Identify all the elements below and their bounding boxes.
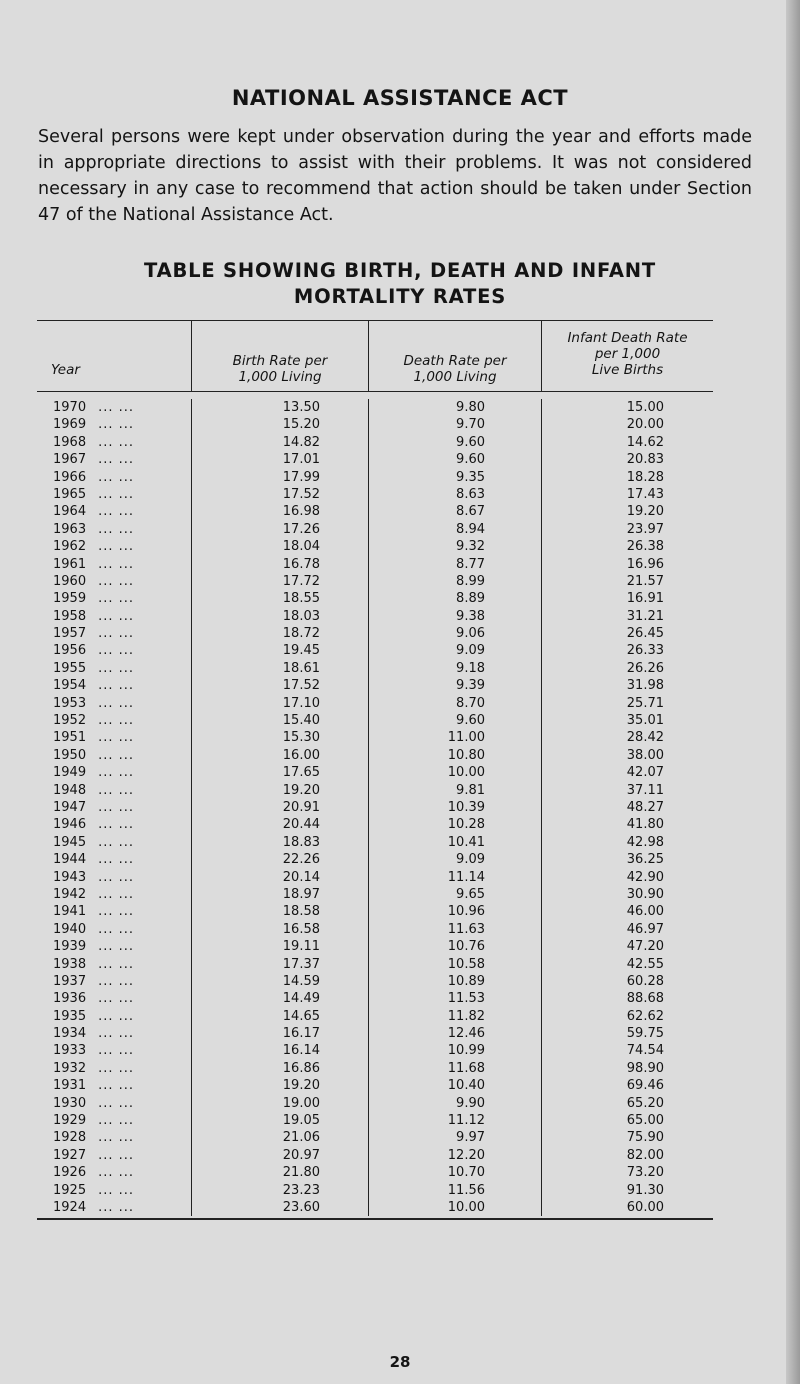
table-row [37, 399, 713, 416]
death-rate-cell: 11.56 [369, 1182, 542, 1199]
table-row [37, 573, 713, 590]
page-heading: NATIONAL ASSISTANCE ACT [231, 86, 569, 110]
death-rate-cell: 10.76 [369, 938, 542, 955]
year-cell: 1942 ... ... [37, 886, 192, 903]
infant-rate-cell: 14.62 [626, 434, 664, 450]
infant-rate-cell: 17.43 [626, 486, 664, 502]
death-rate-cell: 8.99 [369, 573, 542, 590]
table-row [37, 1182, 713, 1199]
birth-rate-cell: 19.05 [192, 1112, 369, 1129]
death-rate-cell: 9.09 [369, 642, 542, 659]
birth-rate-cell: 17.65 [192, 764, 369, 781]
table-row [37, 1077, 713, 1094]
infant-rate-cell: 42.55 [626, 956, 664, 972]
death-rate-cell: 9.38 [369, 608, 542, 625]
table-row [37, 1042, 713, 1059]
birth-rate-cell: 16.17 [192, 1025, 369, 1042]
table-header-row [37, 321, 713, 392]
birth-rate-cell: 16.58 [192, 921, 369, 938]
birth-rate-cell: 14.65 [192, 1008, 369, 1025]
birth-rate-cell: 17.52 [192, 486, 369, 503]
table-row [37, 642, 713, 659]
year-cell: 1950 ... ... [37, 747, 192, 764]
table-row [37, 1025, 713, 1042]
infant-rate-cell: 46.97 [626, 921, 664, 937]
birth-rate-cell: 18.97 [192, 886, 369, 903]
infant-rate-cell: 35.01 [626, 713, 664, 729]
table-row [37, 486, 713, 503]
year-cell: 1967 ... ... [37, 451, 192, 468]
birth-rate-cell: 17.52 [192, 677, 369, 694]
birth-rate-cell: 15.20 [192, 416, 369, 433]
page-number: 28 [389, 1353, 411, 1371]
birth-rate-cell: 17.37 [192, 956, 369, 973]
birth-rate-cell: 18.03 [192, 608, 369, 625]
death-rate-cell: 9.90 [369, 1095, 542, 1112]
death-rate-cell: 9.60 [369, 451, 542, 468]
infant-rate-cell: 23.97 [626, 521, 664, 537]
death-rate-cell: 9.06 [369, 625, 542, 642]
death-rate-cell: 10.70 [369, 1164, 542, 1181]
table-row [37, 1129, 713, 1146]
death-rate-cell: 9.97 [369, 1129, 542, 1146]
table-row [37, 869, 713, 886]
table-row [37, 590, 713, 607]
table-row [37, 799, 713, 816]
infant-rate-cell: 20.83 [626, 452, 664, 468]
table-row [37, 1060, 713, 1077]
table-row [37, 451, 713, 468]
birth-rate-cell: 18.58 [192, 903, 369, 920]
year-cell: 1952 ... ... [37, 712, 192, 729]
birth-rate-cell: 18.55 [192, 590, 369, 607]
death-rate-cell: 10.28 [369, 816, 542, 833]
infant-rate-cell: 42.90 [626, 869, 664, 885]
birth-rate-cell: 23.60 [192, 1199, 369, 1216]
header-death-rate: Death Rate per 1,000 Living [369, 321, 542, 391]
year-cell: 1970 ... ... [37, 399, 192, 416]
table-row [37, 503, 713, 520]
infant-rate-cell: 42.98 [626, 834, 664, 850]
table-row [37, 729, 713, 746]
infant-rate-cell: 20.00 [626, 417, 664, 433]
death-rate-cell: 11.53 [369, 990, 542, 1007]
death-rate-cell: 8.67 [369, 503, 542, 520]
death-rate-cell: 10.58 [369, 956, 542, 973]
birth-rate-cell: 18.04 [192, 538, 369, 555]
year-cell: 1927 ... ... [37, 1147, 192, 1164]
year-cell: 1946 ... ... [37, 816, 192, 833]
year-cell: 1925 ... ... [37, 1182, 192, 1199]
infant-rate-cell: 62.62 [626, 1008, 664, 1024]
table-row [37, 1199, 713, 1216]
death-rate-cell: 10.39 [369, 799, 542, 816]
birth-rate-cell: 15.40 [192, 712, 369, 729]
year-cell: 1963 ... ... [37, 521, 192, 538]
infant-rate-cell: 88.68 [626, 991, 664, 1007]
infant-rate-cell: 42.07 [626, 765, 664, 781]
table-row [37, 834, 713, 851]
table-row [37, 764, 713, 781]
infant-rate-cell: 30.90 [626, 886, 664, 902]
death-rate-cell: 11.12 [369, 1112, 542, 1129]
table-row [37, 938, 713, 955]
year-cell: 1955 ... ... [37, 660, 192, 677]
death-rate-cell: 11.82 [369, 1008, 542, 1025]
death-rate-cell: 12.20 [369, 1147, 542, 1164]
infant-rate-cell: 98.90 [626, 1060, 664, 1076]
birth-rate-cell: 20.14 [192, 869, 369, 886]
infant-rate-cell: 59.75 [626, 1026, 664, 1042]
table-row [37, 556, 713, 573]
infant-rate-cell: 65.20 [626, 1095, 664, 1111]
death-rate-cell: 11.63 [369, 921, 542, 938]
year-cell: 1954 ... ... [37, 677, 192, 694]
infant-rate-cell: 16.91 [626, 591, 664, 607]
year-cell: 1957 ... ... [37, 625, 192, 642]
table-title-line-1: TABLE SHOWING BIRTH, DEATH AND INFANT [143, 259, 657, 282]
death-rate-cell: 10.00 [369, 1199, 542, 1216]
death-rate-cell: 8.94 [369, 521, 542, 538]
infant-rate-cell: 26.26 [626, 660, 664, 676]
infant-rate-cell: 19.20 [626, 504, 664, 520]
death-rate-cell: 9.32 [369, 538, 542, 555]
death-rate-cell: 9.35 [369, 469, 542, 486]
year-cell: 1929 ... ... [37, 1112, 192, 1129]
death-rate-cell: 10.89 [369, 973, 542, 990]
death-rate-cell: 10.80 [369, 747, 542, 764]
infant-rate-cell: 60.28 [626, 973, 664, 989]
year-cell: 1968 ... ... [37, 434, 192, 451]
year-cell: 1949 ... ... [37, 764, 192, 781]
birth-rate-cell: 14.59 [192, 973, 369, 990]
infant-rate-cell: 31.21 [626, 608, 664, 624]
table-row [37, 416, 713, 433]
death-rate-cell: 9.80 [369, 399, 542, 416]
death-rate-cell: 11.00 [369, 729, 542, 746]
year-cell: 1966 ... ... [37, 469, 192, 486]
birth-rate-cell: 20.44 [192, 816, 369, 833]
table-row [37, 434, 713, 451]
header-birth-rate: Birth Rate per 1,000 Living [192, 321, 369, 391]
birth-rate-cell: 23.23 [192, 1182, 369, 1199]
death-rate-cell: 8.77 [369, 556, 542, 573]
infant-rate-cell: 16.96 [626, 556, 664, 572]
infant-rate-cell: 65.00 [626, 1113, 664, 1129]
infant-rate-cell: 48.27 [626, 799, 664, 815]
year-cell: 1962 ... ... [37, 538, 192, 555]
table-row [37, 677, 713, 694]
year-cell: 1936 ... ... [37, 990, 192, 1007]
death-rate-cell: 12.46 [369, 1025, 542, 1042]
table-body [37, 392, 713, 1218]
infant-rate-cell: 74.54 [626, 1043, 664, 1059]
page-edge-shadow [786, 0, 800, 1384]
year-cell: 1951 ... ... [37, 729, 192, 746]
infant-rate-cell: 31.98 [626, 678, 664, 694]
death-rate-cell: 8.63 [369, 486, 542, 503]
death-rate-cell: 8.89 [369, 590, 542, 607]
infant-rate-cell: 38.00 [626, 747, 664, 763]
birth-rate-cell: 19.20 [192, 782, 369, 799]
birth-rate-cell: 16.86 [192, 1060, 369, 1077]
infant-rate-cell: 26.33 [626, 643, 664, 659]
birth-rate-cell: 19.45 [192, 642, 369, 659]
table-row [37, 851, 713, 868]
year-cell: 1964 ... ... [37, 503, 192, 520]
birth-rate-cell: 17.26 [192, 521, 369, 538]
table-title [0, 258, 800, 310]
infant-rate-cell: 15.00 [626, 400, 664, 415]
table-row [37, 660, 713, 677]
table-row [37, 625, 713, 642]
table-row [37, 886, 713, 903]
infant-rate-cell: 47.20 [626, 939, 664, 955]
rates-table [37, 320, 713, 1220]
birth-rate-cell: 19.11 [192, 938, 369, 955]
table-row [37, 782, 713, 799]
infant-rate-cell: 75.90 [626, 1130, 664, 1146]
table-row [37, 1112, 713, 1129]
infant-rate-cell: 46.00 [626, 904, 664, 920]
infant-rate-cell: 28.42 [626, 730, 664, 746]
death-rate-cell: 9.70 [369, 416, 542, 433]
table-row [37, 469, 713, 486]
table-row [37, 921, 713, 938]
birth-rate-cell: 17.10 [192, 695, 369, 712]
year-cell: 1931 ... ... [37, 1077, 192, 1094]
year-cell: 1948 ... ... [37, 782, 192, 799]
year-cell: 1969 ... ... [37, 416, 192, 433]
birth-rate-cell: 14.82 [192, 434, 369, 451]
birth-rate-cell: 16.14 [192, 1042, 369, 1059]
infant-rate-cell: 41.80 [626, 817, 664, 833]
year-cell: 1932 ... ... [37, 1060, 192, 1077]
table-row [37, 1008, 713, 1025]
table-row [37, 990, 713, 1007]
birth-rate-cell: 21.06 [192, 1129, 369, 1146]
infant-rate-cell: 18.28 [626, 469, 664, 485]
death-rate-cell: 10.99 [369, 1042, 542, 1059]
death-rate-cell: 9.39 [369, 677, 542, 694]
infant-rate-cell: 26.45 [626, 626, 664, 642]
birth-rate-cell: 17.72 [192, 573, 369, 590]
year-cell: 1958 ... ... [37, 608, 192, 625]
year-cell: 1947 ... ... [37, 799, 192, 816]
birth-rate-cell: 16.00 [192, 747, 369, 764]
year-cell: 1935 ... ... [37, 1008, 192, 1025]
year-cell: 1940 ... ... [37, 921, 192, 938]
year-cell: 1930 ... ... [37, 1095, 192, 1112]
death-rate-cell: 9.60 [369, 712, 542, 729]
birth-rate-cell: 16.98 [192, 503, 369, 520]
table-row [37, 973, 713, 990]
year-cell: 1924 ... ... [37, 1199, 192, 1216]
death-rate-cell: 10.96 [369, 903, 542, 920]
header-year: Year [37, 321, 192, 391]
table-row [37, 903, 713, 920]
table-row [37, 1095, 713, 1112]
death-rate-cell: 10.40 [369, 1077, 542, 1094]
birth-rate-cell: 18.83 [192, 834, 369, 851]
birth-rate-cell: 17.01 [192, 451, 369, 468]
year-cell: 1934 ... ... [37, 1025, 192, 1042]
table-row [37, 712, 713, 729]
year-cell: 1943 ... ... [37, 869, 192, 886]
infant-rate-cell: 73.20 [626, 1165, 664, 1181]
year-cell: 1938 ... ... [37, 956, 192, 973]
birth-rate-cell: 19.00 [192, 1095, 369, 1112]
death-rate-cell: 11.68 [369, 1060, 542, 1077]
table-row [37, 521, 713, 538]
year-cell: 1960 ... ... [37, 573, 192, 590]
year-cell: 1945 ... ... [37, 834, 192, 851]
year-cell: 1928 ... ... [37, 1129, 192, 1146]
birth-rate-cell: 17.99 [192, 469, 369, 486]
year-cell: 1941 ... ... [37, 903, 192, 920]
birth-rate-cell: 19.20 [192, 1077, 369, 1094]
table-row [37, 1164, 713, 1181]
table-row [37, 608, 713, 625]
birth-rate-cell: 18.72 [192, 625, 369, 642]
death-rate-cell: 10.00 [369, 764, 542, 781]
year-cell: 1937 ... ... [37, 973, 192, 990]
birth-rate-cell: 22.26 [192, 851, 369, 868]
birth-rate-cell: 21.80 [192, 1164, 369, 1181]
infant-rate-cell: 91.30 [626, 1182, 664, 1198]
birth-rate-cell: 13.50 [192, 399, 369, 416]
year-cell: 1944 ... ... [37, 851, 192, 868]
birth-rate-cell: 15.30 [192, 729, 369, 746]
death-rate-cell: 9.60 [369, 434, 542, 451]
body-paragraph: Several persons were kept under observation during the year and efforts made in appropriate directions to assist with their problems. It was not considered necessary in any case to recommend that action should be taken under Section 47 of the National Assistance Act. [38, 127, 752, 225]
death-rate-cell: 8.70 [369, 695, 542, 712]
death-rate-cell: 11.14 [369, 869, 542, 886]
infant-rate-cell: 21.57 [626, 573, 664, 589]
birth-rate-cell: 18.61 [192, 660, 369, 677]
table-row [37, 1147, 713, 1164]
infant-rate-cell: 69.46 [626, 1078, 664, 1094]
death-rate-cell: 10.41 [369, 834, 542, 851]
birth-rate-cell: 14.49 [192, 990, 369, 1007]
table-row [37, 695, 713, 712]
year-cell: 1956 ... ... [37, 642, 192, 659]
birth-rate-cell: 20.97 [192, 1147, 369, 1164]
year-cell: 1953 ... ... [37, 695, 192, 712]
infant-rate-cell: 36.25 [626, 852, 664, 868]
infant-rate-cell: 26.38 [626, 539, 664, 555]
year-cell: 1965 ... ... [37, 486, 192, 503]
infant-rate-cell: 82.00 [626, 1147, 664, 1163]
table-row [37, 747, 713, 764]
death-rate-cell: 9.09 [369, 851, 542, 868]
year-cell: 1961 ... ... [37, 556, 192, 573]
year-cell: 1933 ... ... [37, 1042, 192, 1059]
table-row [37, 538, 713, 555]
year-cell: 1926 ... ... [37, 1164, 192, 1181]
birth-rate-cell: 16.78 [192, 556, 369, 573]
table-row [37, 816, 713, 833]
birth-rate-cell: 20.91 [192, 799, 369, 816]
death-rate-cell: 9.81 [369, 782, 542, 799]
infant-rate-cell: 37.11 [626, 782, 664, 798]
year-cell: 1959 ... ... [37, 590, 192, 607]
infant-rate-cell: 25.71 [626, 695, 664, 711]
year-cell: 1939 ... ... [37, 938, 192, 955]
death-rate-cell: 9.18 [369, 660, 542, 677]
table-row [37, 956, 713, 973]
table-title-line-2: MORTALITY RATES [293, 285, 507, 308]
infant-rate-cell: 60.00 [626, 1199, 664, 1215]
header-infant-death-rate: Infant Death Rate per 1,000 Live Births [567, 330, 688, 378]
death-rate-cell: 9.65 [369, 886, 542, 903]
